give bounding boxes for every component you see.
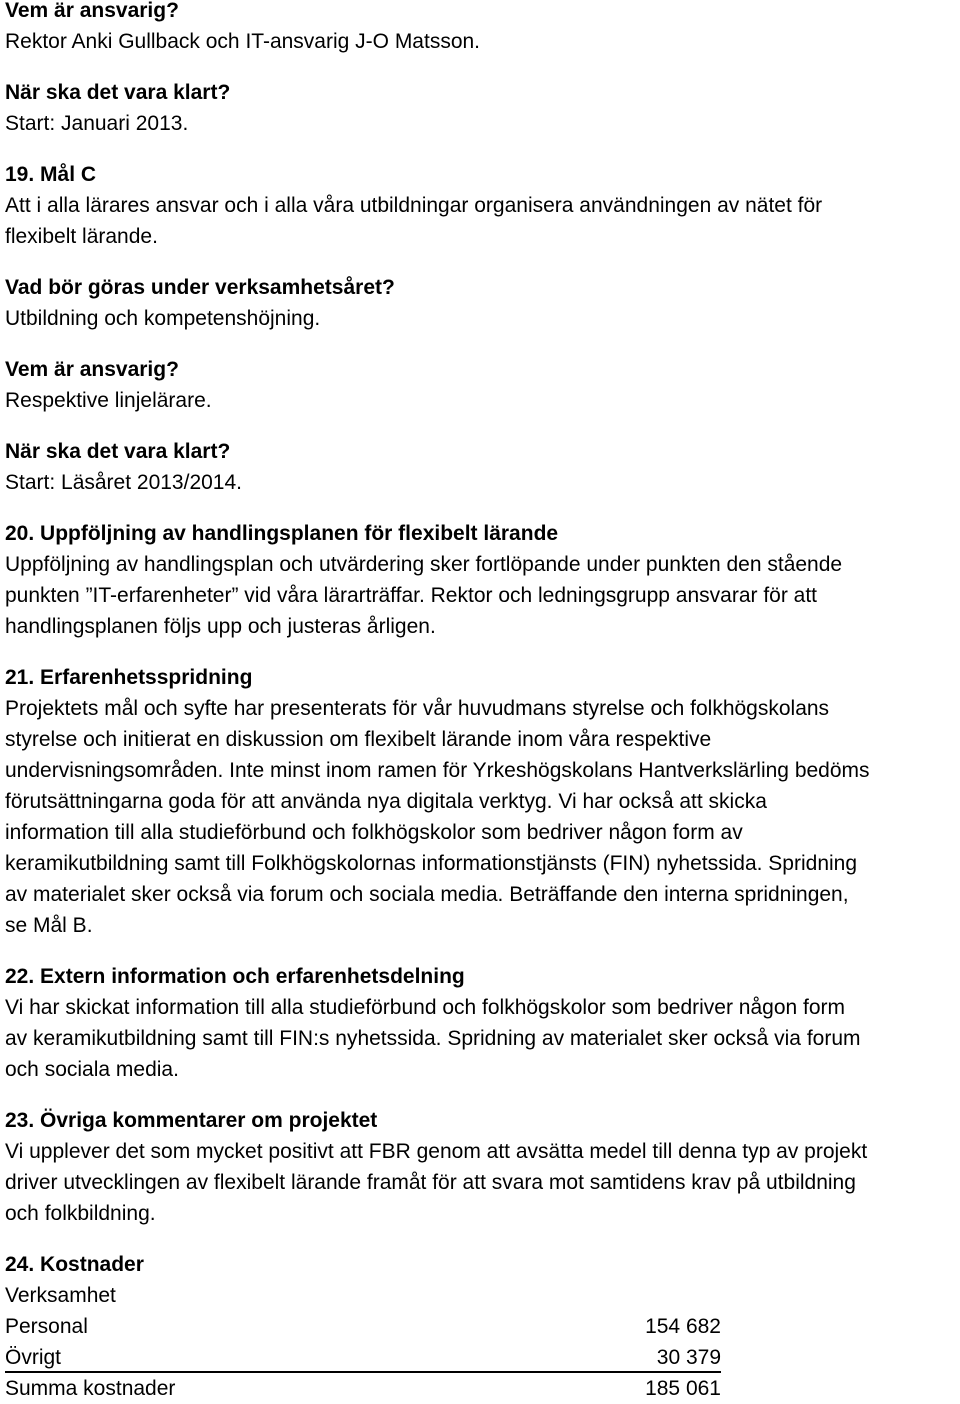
section-19-line: flexibelt lärande.: [5, 225, 158, 248]
cost-value: 154 682: [645, 1315, 721, 1338]
cost-label: Personal: [5, 1315, 88, 1338]
section-23-heading: 23. Övriga kommentarer om projektet: [5, 1109, 378, 1132]
section-21-line: styrelse och initierat en diskussion om flexibelt lärande inom våra respektive: [5, 728, 712, 751]
cost-label: Övrigt: [5, 1346, 62, 1369]
section-19-line: Att i alla lärares ansvar och i alla våra utbildningar organisera användningen av nätet för: [5, 194, 823, 217]
document-page: [5, 0, 957, 1404]
section-23-line: driver utvecklingen av flexibelt lärande framåt för att svara mot samtidens krav på utbildning: [5, 1171, 856, 1194]
section-19: [5, 159, 957, 498]
cost-row: [5, 1311, 721, 1342]
cost-value: 30 379: [656, 1346, 721, 1369]
section-21-line: Projektets mål och syfte har presenterats för vår huvudmans styrelse och folkhögskolans: [5, 697, 830, 720]
section-23-line: och folkbildning.: [5, 1202, 156, 1225]
section-22-heading: 22. Extern information och erfarenhetsdelning: [5, 965, 465, 988]
cost-total-label: Summa kostnader: [5, 1377, 176, 1400]
section-21-line: av materialet sker också via forum och sociala media. Beträffande den interna spridningen,: [5, 883, 849, 906]
deadline-answer: Start: Januari 2013.: [5, 112, 189, 135]
section-19-heading: 19. Mål C: [5, 163, 97, 186]
cost-row: [5, 1342, 721, 1373]
section-23: [5, 1105, 957, 1229]
deadline-block: [5, 77, 957, 139]
section-21-line: information till alla studieförbund och folkhögskolor som bedriver någon form av: [5, 821, 743, 844]
section-20: [5, 518, 957, 642]
section-22: [5, 961, 957, 1085]
section-24-heading: 24. Kostnader: [5, 1253, 144, 1276]
section-22-line: och sociala media.: [5, 1058, 179, 1081]
section-24: [5, 1249, 957, 1404]
section-20-line: Uppföljning av handlingsplan och utvärdering sker fortlöpande under punkten den stående: [5, 553, 843, 576]
deadline-question: När ska det vara klart?: [5, 81, 231, 104]
section-20-line: handlingsplanen följs upp och justeras årligen.: [5, 615, 436, 638]
responsible-block: [5, 0, 957, 57]
section-22-line: av keramikutbildning samt till FIN:s nyhetssida. Spridning av materialet sker också via forum: [5, 1027, 861, 1050]
section-19-who-answer: Respektive linjelärare.: [5, 389, 212, 412]
cost-total-value: 185 061: [645, 1377, 721, 1400]
section-21: [5, 662, 957, 941]
section-19-what-answer: Utbildning och kompetenshöjning.: [5, 307, 321, 330]
section-24-subheading: Verksamhet: [5, 1284, 116, 1307]
section-20-line: punkten ”IT-erfarenheter” vid våra lärarträffar. Rektor och ledningsgrupp ansvarar för att: [5, 584, 818, 607]
section-19-when-answer: Start: Läsåret 2013/2014.: [5, 471, 242, 494]
section-21-line: se Mål B.: [5, 914, 93, 937]
responsible-answer: Rektor Anki Gullback och IT-ansvarig J-O Matsson.: [5, 30, 481, 53]
section-21-line: förutsättningarna goda för att använda nya digitala verktyg. Vi har också att skicka: [5, 790, 767, 813]
section-19-who-question: Vem är ansvarig?: [5, 358, 179, 381]
section-21-line: keramikutbildning samt till Folkhögskolornas informationstjänsts (FIN) nyhetssida. Spridning: [5, 852, 858, 875]
section-19-what-question: Vad bör göras under verksamhetsåret?: [5, 276, 395, 299]
section-21-heading: 21. Erfarenhetsspridning: [5, 666, 253, 689]
section-20-heading: 20. Uppföljning av handlingsplanen för flexibelt lärande: [5, 522, 559, 545]
responsible-question: Vem är ansvarig?: [5, 0, 179, 22]
section-23-line: Vi upplever det som mycket positivt att FBR genom att avsätta medel till denna typ av projekt: [5, 1140, 868, 1163]
section-21-line: undervisningsområden. Inte minst inom ramen för Yrkeshögskolans Hantverkslärling bedöms: [5, 759, 870, 782]
section-19-when-question: När ska det vara klart?: [5, 440, 231, 463]
cost-total-row: [5, 1373, 721, 1404]
section-22-line: Vi har skickat information till alla studieförbund och folkhögskolor som bedriver någon form: [5, 996, 846, 1019]
